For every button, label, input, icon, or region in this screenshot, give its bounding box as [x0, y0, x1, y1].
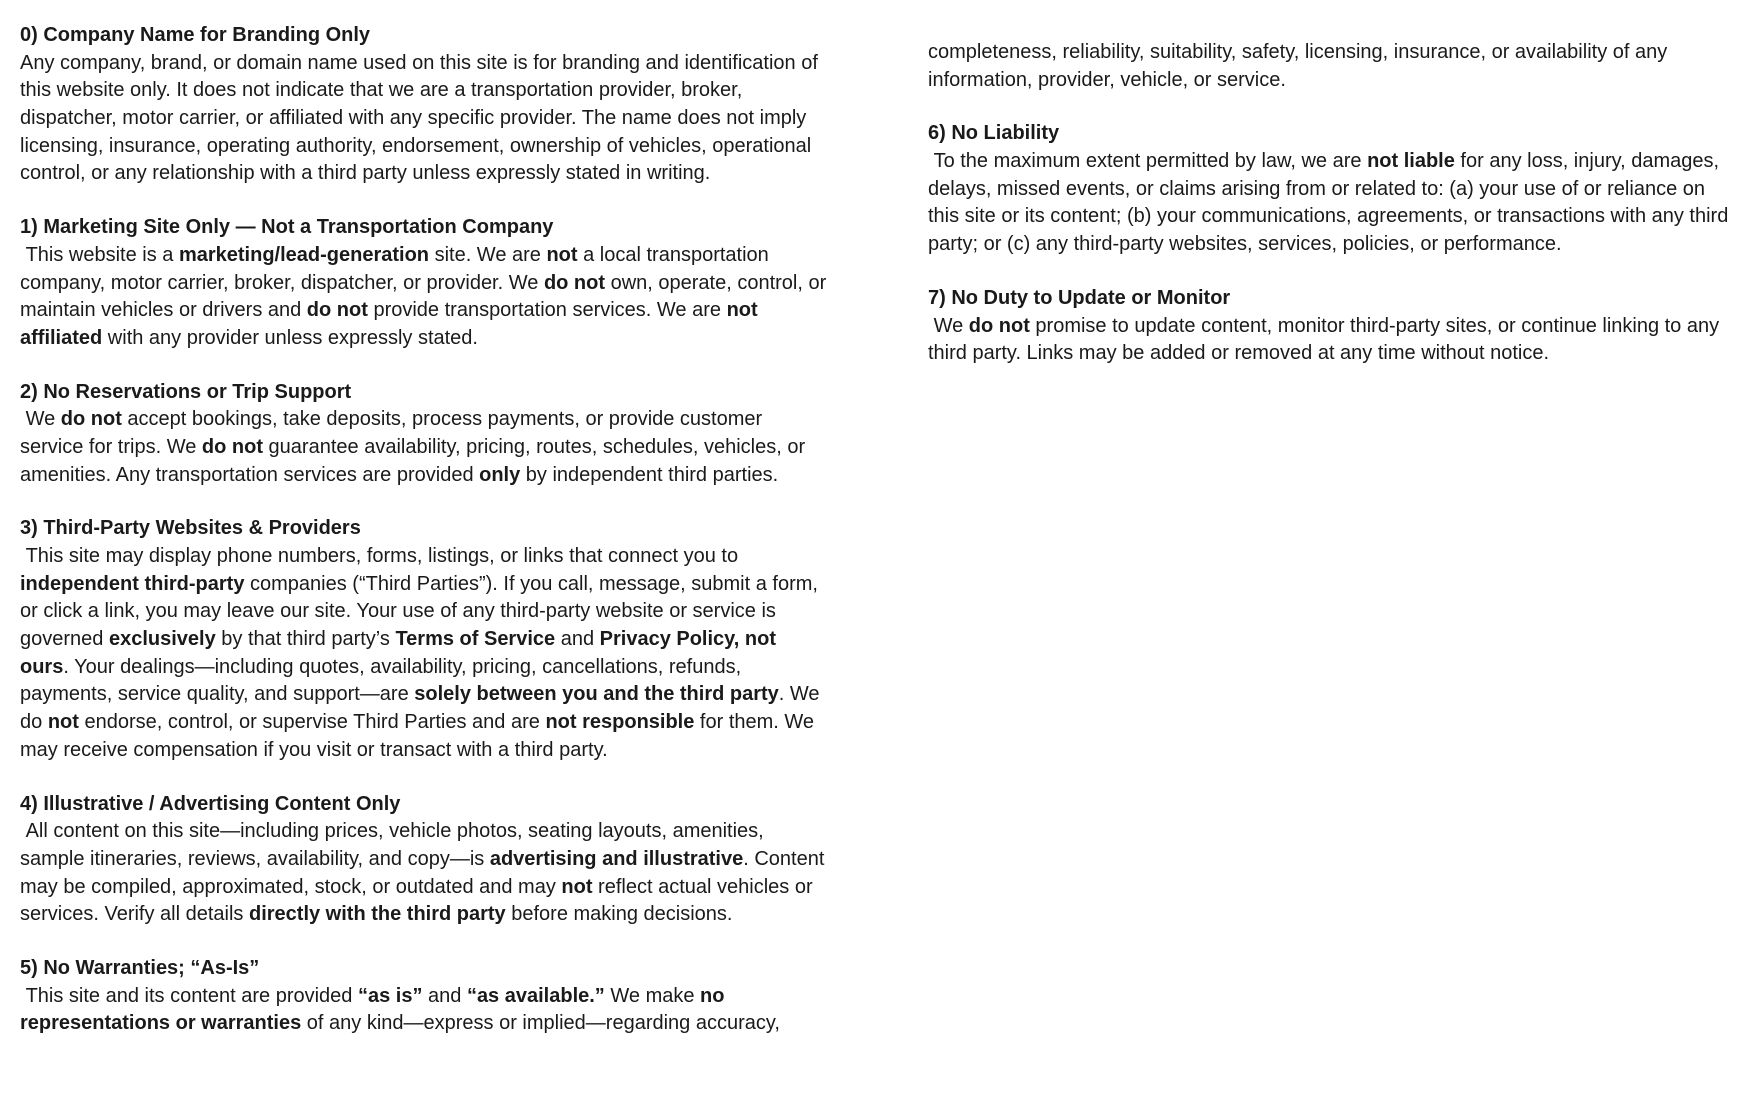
section-7-no-duty-to-update [928, 285, 1736, 368]
bold-text-segment: not [546, 243, 578, 266]
text-segment: with any provider unless expressly stated. [102, 326, 478, 349]
text-segment: reflect actual vehicles or services. Verify all details [20, 875, 819, 926]
text-segment: . Content may be compiled, approximated, stock, or outdated and may [20, 847, 830, 898]
text-segment: own, operate, control, or maintain vehicles or drivers and [20, 271, 832, 322]
text-segment: This site may display phone numbers, forms, listings, or links that connect you to [20, 545, 744, 567]
section-1-marketing-site-only [20, 214, 832, 352]
text-segment: We [928, 314, 969, 337]
text-segment: by that third party’s [215, 628, 396, 651]
section-4-illustrative-content [20, 791, 828, 929]
text-segment: This site and its content are provided [20, 984, 358, 1007]
text-segment: before making decisions. [505, 903, 733, 926]
text-segment: endorse, control, or supervise Third Parties and are [78, 711, 546, 734]
bold-text-segment: advertising and illustrative [489, 847, 744, 870]
section-6-no-liability [928, 120, 1736, 258]
bold-text-segment: no representations or warranties [20, 984, 731, 1035]
section-heading: 1) Marketing Site Only — Not a Transportation Company [20, 216, 554, 239]
bold-text-segment: Terms of Service [395, 628, 556, 651]
text-segment: . We do [20, 683, 826, 734]
bold-text-segment: do not [968, 314, 1030, 337]
bold-text-segment: “as available.” [466, 984, 605, 1007]
text-segment: companies (“Third Parties”). If you call, message, submit a form, or click a link, you may leave our site. Your use of any third-party website or service is governed [20, 572, 824, 651]
bold-text-segment: not affiliated [20, 299, 764, 349]
text-segment: a local transportation company, motor carrier, broker, dispatcher, or provider. We [20, 243, 775, 294]
bold-text-segment: exclusively [108, 628, 216, 651]
text-segment: and [555, 628, 600, 651]
text-segment: of any kind—express or implied—regarding accuracy, [301, 1012, 780, 1035]
section-heading: 3) Third-Party Websites & Providers [20, 517, 361, 540]
bold-text-segment: solely between you and the third party [414, 683, 779, 706]
bold-text-segment: “as is” [357, 984, 423, 1007]
section-5-no-warranties [20, 955, 828, 1038]
bold-text-segment: only [479, 463, 521, 486]
section-3-third-party [20, 515, 828, 764]
bold-text-segment: marketing/lead-generation [178, 243, 430, 266]
text-segment: To the maximum extent permitted by law, we are [928, 150, 1368, 173]
text-segment: Any company, brand, or domain name used on this site is for branding and identification of this website only. It does not indicate that we are a transportation provider, broker, dispatcher, motor carrier, or affiliated with any specific provider. The name does not imply licensing, insurance, operating authority, endorsement, ownership of vehicles, operational control, or any relationship with a third party unless expressly stated in writing. [20, 51, 824, 185]
section-heading: 0) Company Name for Branding Only [20, 24, 371, 46]
text-segment: and [422, 984, 467, 1007]
section-heading: 7) No Duty to Update or Monitor [928, 286, 1231, 309]
bold-text-segment: do not [201, 435, 263, 458]
section-5-continuation [928, 39, 1736, 94]
text-segment: site. We are [429, 243, 547, 266]
bold-text-segment: not liable [1367, 150, 1455, 173]
text-segment: guarantee availability, pricing, routes, schedules, vehicles, or amenities. Any transportation services are provided [20, 435, 811, 486]
text-segment: We make [604, 984, 701, 1007]
section-heading: 2) No Reservations or Trip Support [20, 380, 352, 403]
section-2-no-reservations [20, 379, 828, 490]
bold-text-segment: not [561, 875, 593, 898]
bold-text-segment: do not [543, 271, 606, 294]
text-segment: This website is a [20, 243, 179, 266]
text-segment: We [20, 408, 61, 431]
bold-text-segment: do not [306, 299, 368, 322]
bold-text-segment: not responsible [545, 711, 695, 734]
bold-text-segment: independent third-party [20, 572, 245, 595]
text-segment: promise to update content, monitor third-party sites, or continue linking to any third party. Links may be added or removed at any time without notice. [928, 314, 1725, 365]
text-segment: completeness, reliability, suitability, safety, licensing, insurance, or availability of any information, provider, vehicle, or service. [928, 41, 1673, 91]
text-column-1 [20, 22, 832, 1064]
section-heading: 4) Illustrative / Advertising Content Only [20, 792, 401, 815]
bold-text-segment: directly with the third party [248, 903, 506, 926]
bold-text-segment: Privacy Policy, not ours [20, 628, 782, 678]
text-segment: . Your dealings—including quotes, availability, pricing, cancellations, refunds, payments, service quality, and support—are [20, 655, 747, 706]
text-segment: for any loss, injury, damages, delays, missed events, or claims arising from or related to: (a) your use of or reliance on this site or its content; (b) your communications, agreements, or transactions with any third party; or (c) any third-party websites, services, policies, or performance. [928, 150, 1734, 256]
text-segment: All content on this site—including prices, vehicle photos, seating layouts, amenities, sample itineraries, reviews, availability, and copy—is [20, 820, 770, 870]
text-segment: accept bookings, take deposits, process payments, or provide customer service for trips. We [20, 408, 768, 458]
section-heading: 6) No Liability [928, 122, 1060, 145]
bold-text-segment: not [47, 711, 79, 734]
text-column-2 [928, 22, 1736, 1064]
text-segment: provide transportation services. We are [367, 299, 727, 322]
text-segment: for them. We may receive compensation if you visit or transact with a third party. [20, 711, 820, 761]
section-0-branding [20, 22, 828, 188]
text-segment: by independent third parties. [520, 463, 779, 486]
bold-text-segment: do not [60, 408, 122, 431]
section-heading: 5) No Warranties; “As-Is” [20, 956, 260, 979]
